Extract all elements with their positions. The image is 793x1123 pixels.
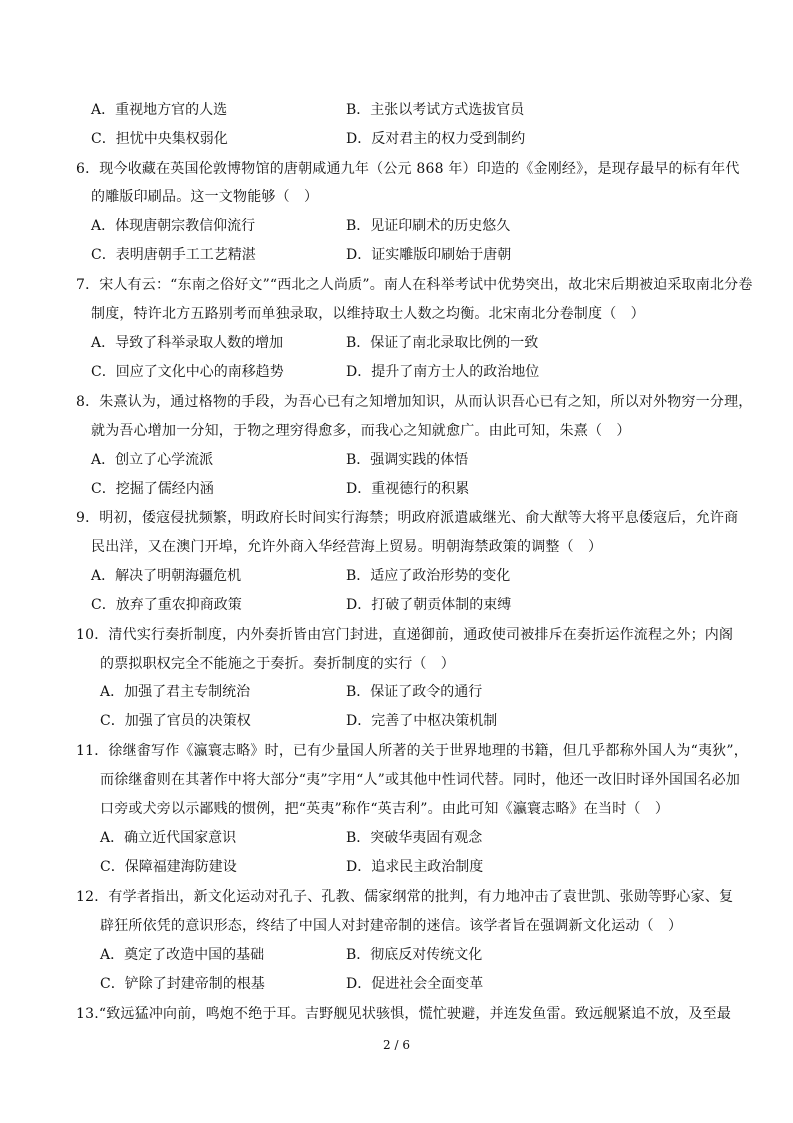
q12-option-d: D．促进社会全面变革 — [346, 976, 484, 992]
q7-option-c: C．回应了文化中心的南移趋势 — [91, 364, 284, 380]
q5-option-a: A．重视地方官的人选 — [91, 102, 228, 118]
q5-option-c: C．担忧中央集权弱化 — [91, 131, 228, 147]
q7-option-a: A．导致了科举录取人数的增加 — [91, 335, 284, 351]
q8-stem-line-1: 8．朱熹认为，通过格物的手段，为吾心已有之知增加知识，从而认识吾心已有之知，所以对外物穷一分理， — [76, 394, 753, 410]
q11-stem-line-1: 11．徐继畬写作《瀛寰志略》时，已有少量国人所著的关于世界地理的书籍，但几乎都称外国人为“夷狄”， — [76, 743, 748, 759]
q7-option-b: B．保证了南北录取比例的一致 — [346, 335, 539, 351]
q11-option-b: B．突破华夷固有观念 — [346, 830, 483, 846]
q6-stem-line-2: 的雕版印刷品。这一文物能够（ ） — [91, 189, 319, 205]
q10-option-d: D．完善了中枢决策机制 — [346, 713, 498, 729]
q6-option-b: B．见证印刷术的历史悠久 — [346, 218, 511, 234]
q9-stem-line-1: 9．明初，倭寇侵扰频繁，明政府长时间实行海禁；明政府派遣戚继光、俞大猷等大将平息倭寇后，允许商 — [76, 510, 739, 526]
q7-stem-line-2: 制度，特许北方五路别考而单独录取，以维持取士人数之均衡。北宋南北分卷制度（ ） — [91, 306, 645, 322]
q7-option-d: D．提升了南方士人的政治地位 — [346, 364, 540, 380]
q10-stem-line-1: 10．清代实行奏折制度，内外奏折皆由宫门封进，直递御前，通政使司被排斥在奏折运作流程之外；内阁 — [76, 627, 734, 643]
q9-stem-line-2: 民出洋，又在澳门开埠，允许外商入华经营海上贸易。明朝海禁政策的调整（ ） — [91, 539, 603, 555]
q11-option-c: C．保障福建海防建设 — [100, 859, 237, 875]
q10-option-b: B．保证了政令的通行 — [346, 684, 483, 700]
q6-option-a: A．体现唐朝宗教信仰流行 — [91, 218, 256, 234]
q6-option-d: D．证实雕版印刷始于唐朝 — [346, 247, 512, 263]
q6-stem-line-1: 6．现今收藏在英国伦敦博物馆的唐朝咸通九年（公元 868 年）印造的《金刚经》，是现存最早的标有年代 — [76, 161, 740, 177]
q7-stem-line-1: 7．宋人有云：“东南之俗好文”“西北之人尚质”。南人在科举考试中优势突出，故北宋后期被迫采取南北分卷 — [76, 277, 753, 293]
q9-option-d: D．打破了朝贡体制的束缚 — [346, 597, 512, 613]
q10-option-a: A．加强了君主专制统治 — [100, 684, 251, 700]
q6-option-c: C．表明唐朝手工工艺精湛 — [91, 247, 256, 263]
q8-option-a: A．创立了心学流派 — [91, 452, 214, 468]
q8-stem-line-2: 就为吾心增加一分知，于物之理穷得愈多，而我心之知就愈广。由此可知，朱熹（ ） — [91, 423, 631, 439]
q11-stem-line-2: 而徐继畬则在其著作中将大部分“夷”字用“人”或其他中性词代替。同时，他还一改旧时译外国国名必加 — [100, 772, 741, 788]
q12-stem-line-2: 辟狂所依凭的意识形态，终结了中国人对封建帝制的迷信。该学者旨在强调新文化运动（ ） — [100, 918, 683, 934]
q8-option-b: B．强调实践的体悟 — [346, 452, 469, 468]
q13-stem-line-1: 13.“致远猛冲向前，鸣炮不绝于耳。吉野舰见状骇惧，慌忙驶避，并连发鱼雷。致远舰紧追不放，及至最 — [76, 1006, 732, 1022]
q10-stem-line-2: 的票拟职权完全不能施之于奏折。奏折制度的实行（ ） — [100, 656, 455, 672]
q10-option-c: C．加强了官员的决策权 — [100, 713, 251, 729]
q12-stem-line-1: 12．有学者指出，新文化运动对孔子、孔教、儒家纲常的批判，有力地冲击了袁世凯、张勋等野心家、复 — [76, 889, 734, 905]
q12-option-a: A．奠定了改造中国的基础 — [100, 947, 265, 963]
q11-option-a: A．确立近代国家意识 — [100, 830, 237, 846]
q11-option-d: D．追求民主政治制度 — [346, 859, 484, 875]
q11-stem-line-3: 口旁或犬旁以示鄙贱的惯例，把“英夷”称作“英吉利”。由此可知《瀛寰志略》在当时（ ） — [100, 801, 670, 817]
q9-option-b: B．适应了政治形势的变化 — [346, 568, 511, 584]
q5-option-b: B．主张以考试方式选拔官员 — [346, 102, 525, 118]
q5-option-d: D．反对君主的权力受到制约 — [346, 131, 526, 147]
q8-option-c: C．挖掘了儒经内涵 — [91, 481, 214, 497]
q12-option-c: C．铲除了封建帝制的根基 — [100, 976, 265, 992]
q9-option-a: A．解决了明朝海疆危机 — [91, 568, 242, 584]
q12-option-b: B．彻底反对传统文化 — [346, 947, 483, 963]
q8-option-d: D．重视德行的积累 — [346, 481, 470, 497]
q9-option-c: C．放弃了重农抑商政策 — [91, 597, 242, 613]
page-number: 2 / 6 — [383, 1038, 410, 1052]
